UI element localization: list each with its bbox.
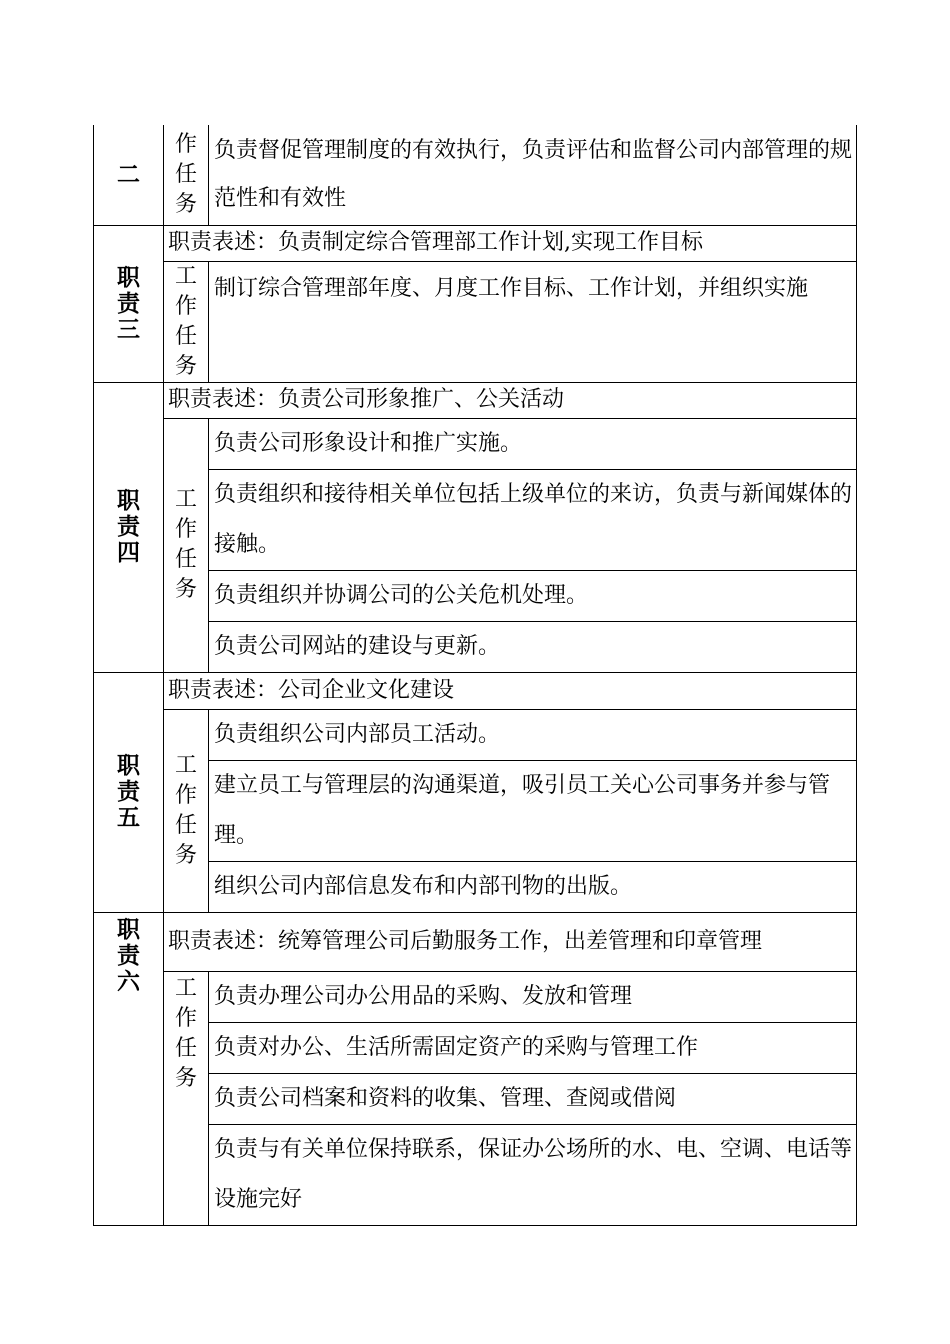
- table-row: [94, 971, 857, 1022]
- table-row: [94, 125, 857, 225]
- table-row: [94, 709, 857, 760]
- task-label: 工作任务: [164, 971, 209, 1225]
- task-label: 工作任务: [164, 418, 209, 672]
- duty-description: 职责表述：统筹管理公司后勤服务工作，出差管理和印章管理: [164, 912, 857, 971]
- table-row: [94, 261, 857, 382]
- task-cell: 组织公司内部信息发布和内部刊物的出版。: [209, 861, 857, 912]
- task-cell: 负责与有关单位保持联系，保证办公场所的水、电、空调、电话等设施完好: [209, 1124, 857, 1225]
- task-label: 作任务: [164, 125, 209, 225]
- section-label: 职责六: [94, 912, 164, 1225]
- table-row: [94, 621, 857, 672]
- table-row: [94, 1073, 857, 1124]
- section-label: 职责五: [94, 672, 164, 912]
- task-cell: 负责组织和接待相关单位包括上级单位的来访，负责与新闻媒体的接触。: [209, 469, 857, 570]
- section-label: 职责三: [94, 225, 164, 382]
- task-cell: 制订综合管理部年度、月度工作目标、工作计划，并组织实施: [209, 261, 857, 382]
- task-cell: 负责对办公、生活所需固定资产的采购与管理工作: [209, 1022, 857, 1073]
- task-cell: 负责督促管理制度的有效执行，负责评估和监督公司内部管理的规范性和有效性: [209, 125, 857, 225]
- table-row: [94, 382, 857, 418]
- task-label: 工作任务: [164, 709, 209, 912]
- table-row: [94, 1124, 857, 1225]
- section-label: 职责四: [94, 382, 164, 672]
- task-cell: 负责组织公司内部员工活动。: [209, 709, 857, 760]
- table-row: [94, 225, 857, 261]
- duty-description: 职责表述：负责制定综合管理部工作计划,实现工作目标: [164, 225, 857, 261]
- task-cell: 负责公司网站的建设与更新。: [209, 621, 857, 672]
- table-row: [94, 418, 857, 469]
- task-cell: 负责办理公司办公用品的采购、发放和管理: [209, 971, 857, 1022]
- table-row: [94, 1022, 857, 1073]
- table-row: [94, 861, 857, 912]
- table-row: [94, 469, 857, 570]
- table-row: [94, 672, 857, 709]
- table-row: [94, 570, 857, 621]
- task-cell: 建立员工与管理层的沟通渠道，吸引员工关心公司事务并参与管理。: [209, 760, 857, 861]
- task-cell: 负责组织并协调公司的公关危机处理。: [209, 570, 857, 621]
- duty-table: [93, 125, 857, 1226]
- duty-description: 职责表述：负责公司形象推广、公关活动: [164, 382, 857, 418]
- table-row: [94, 912, 857, 971]
- task-cell: 负责公司档案和资料的收集、管理、查阅或借阅: [209, 1073, 857, 1124]
- section-label: 二: [94, 125, 164, 225]
- duty-description: 职责表述：公司企业文化建设: [164, 672, 857, 709]
- table-row: [94, 760, 857, 861]
- task-cell: 负责公司形象设计和推广实施。: [209, 418, 857, 469]
- task-label: 工作任务: [164, 261, 209, 382]
